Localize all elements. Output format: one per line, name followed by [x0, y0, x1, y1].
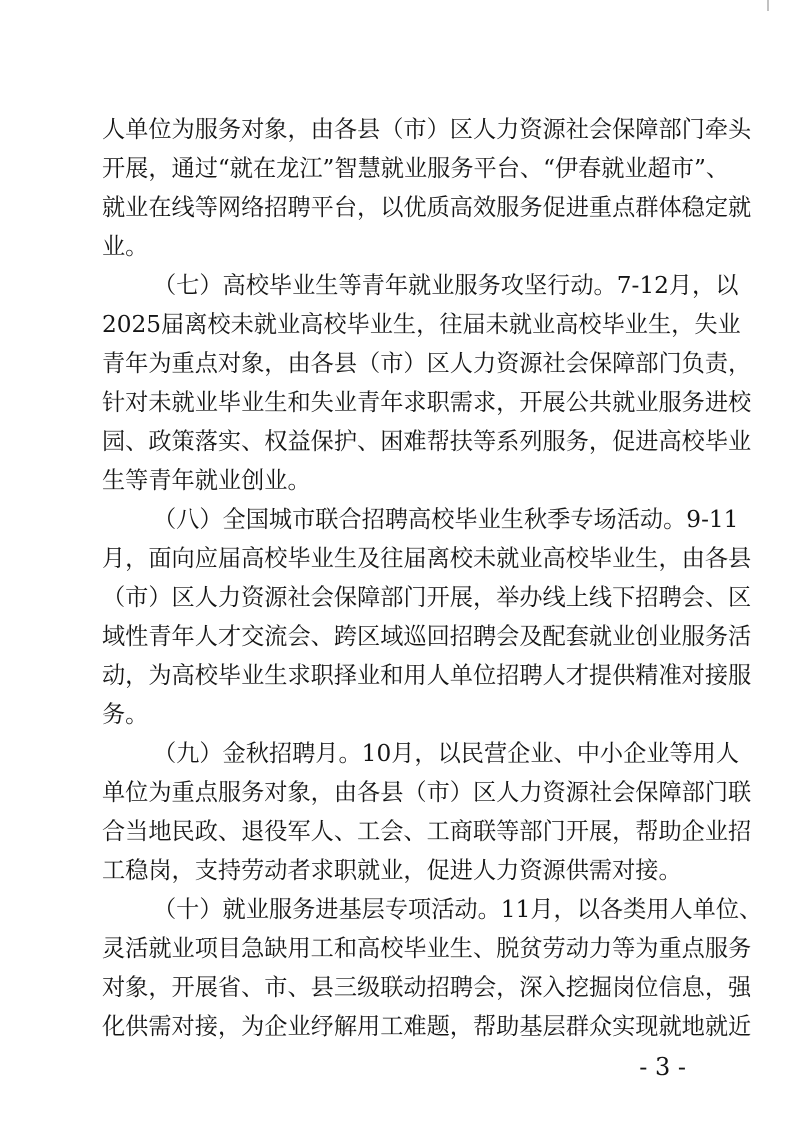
text-line-16: 务。 — [102, 701, 149, 728]
text-line-14: 域性青年人才交流会、跨区域巡回招聘会及配套就业创业服务活 — [102, 623, 752, 650]
text-line-3: 就业在线等网络招聘平台，以优质高效服务促进重点群体稳定就 — [102, 194, 752, 221]
text-line-20: 工稳岗，支持劳动者求职就业，促进人力资源供需对接。 — [102, 857, 682, 884]
text-line-19: 合当地民政、退役军人、工会、工商联等部门开展，帮助企业招 — [102, 818, 752, 845]
text-line-24: 化供需对接，为企业纾解用工难题，帮助基层群众实现就地就近 — [102, 1013, 752, 1040]
text-line-21: （十）就业服务进基层专项活动。11月，以各类用人单位、 — [153, 896, 763, 923]
text-line-8: 针对未就业毕业生和失业青年求职需求，开展公共就业服务进校 — [102, 389, 752, 416]
text-line-12: 月，面向应届高校毕业生及往届离校未就业高校毕业生，由各县 — [102, 545, 752, 572]
text-line-7: 青年为重点对象，由各县（市）区人力资源社会保障部门负责， — [102, 350, 752, 377]
text-line-6: 2025届离校未就业高校毕业生，往届未就业高校毕业生，失业 — [102, 311, 741, 338]
text-line-2: 开展，通过“就在龙江”智慧就业服务平台、“伊春就业超市”、 — [102, 155, 730, 182]
text-line-5: （七）高校毕业生等青年就业服务攻坚行动。7-12月，以 — [153, 272, 739, 299]
text-line-9: 园、政策落实、权益保护、困难帮扶等系列服务，促进高校毕业 — [102, 428, 752, 455]
text-line-13: （市）区人力资源社会保障部门开展，举办线上线下招聘会、区 — [102, 584, 752, 611]
text-line-4: 业。 — [102, 233, 149, 260]
text-line-15: 动，为高校毕业生求职择业和用人单位招聘人才提供精准对接服 — [102, 662, 752, 689]
text-line-1: 人单位为服务对象，由各县（市）区人力资源社会保障部门牵头 — [102, 116, 752, 143]
text-line-23: 对象，开展省、市、县三级联动招聘会，深入挖掘岗位信息，强 — [102, 974, 752, 1001]
text-line-18: 单位为重点服务对象，由各县（市）区人力资源社会保障部门联 — [102, 779, 752, 806]
page-number: - 3 - — [639, 1053, 686, 1081]
scan-edge-mark — [767, 0, 775, 11]
text-line-17: （九）金秋招聘月。10月，以民营企业、中小企业等用人 — [153, 740, 740, 767]
text-line-11: （八）全国城市联合招聘高校毕业生秋季专场活动。9-11 — [153, 506, 739, 533]
text-line-10: 生等青年就业创业。 — [102, 467, 311, 494]
text-line-22: 灵活就业项目急缺用工和高校毕业生、脱贫劳动力等为重点服务 — [102, 935, 752, 962]
